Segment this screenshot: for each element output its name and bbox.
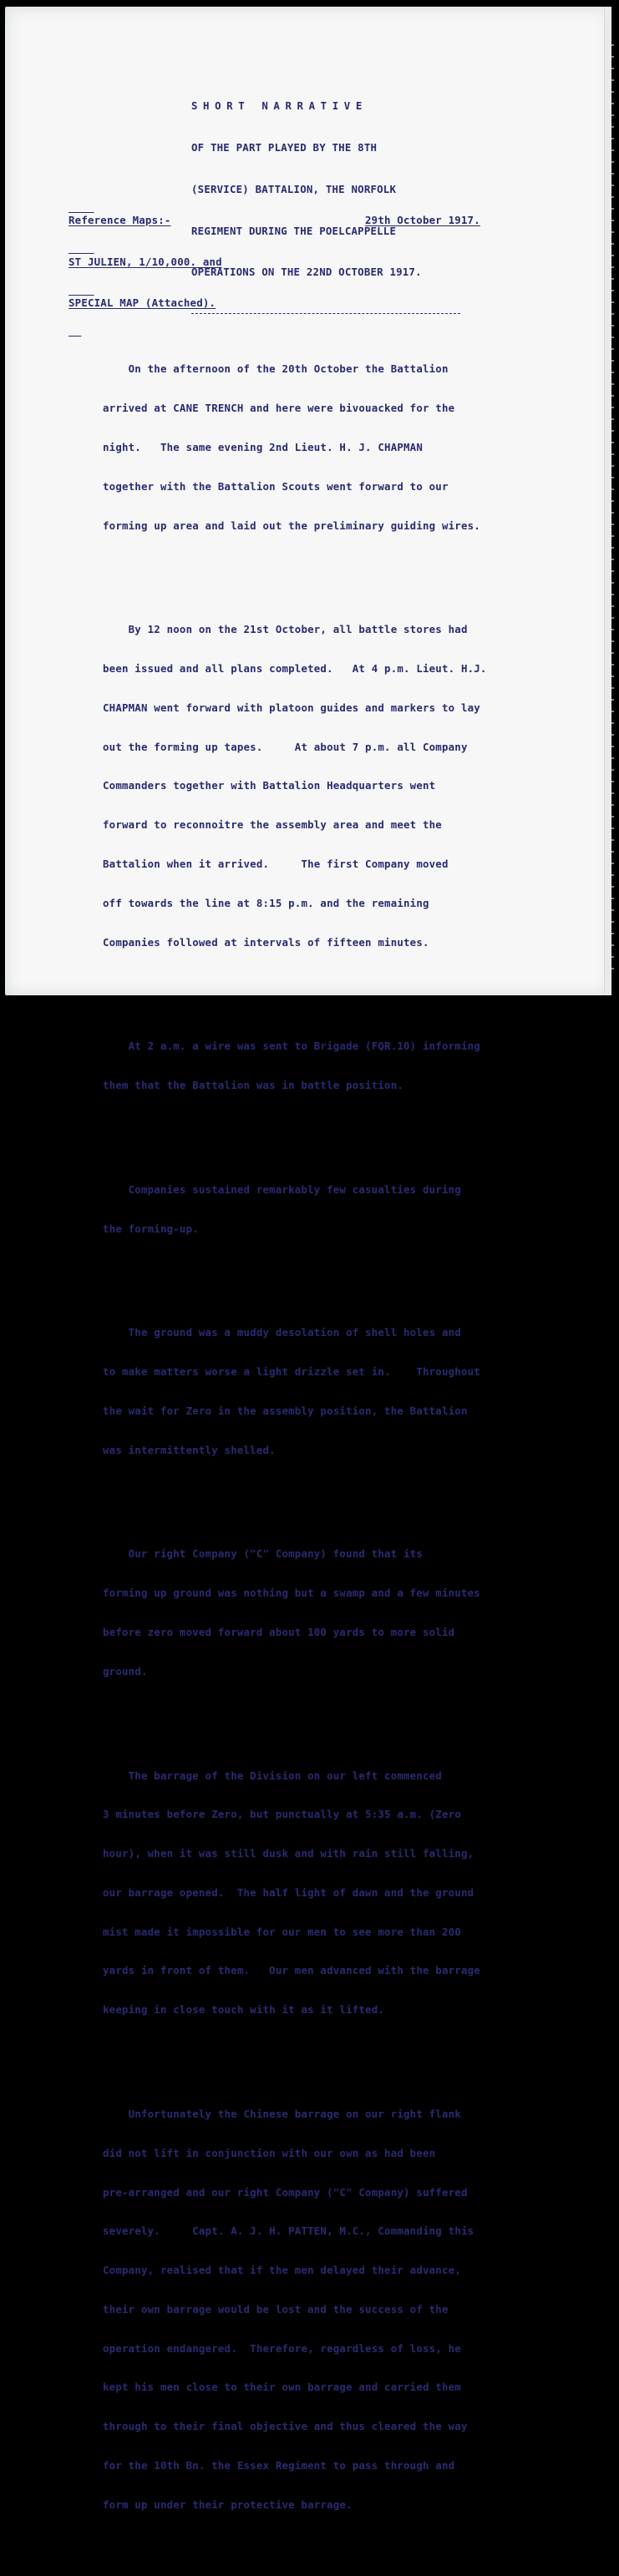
narrative-body [103, 311, 571, 2576]
text-line: them that the Battalion was in battle position. [103, 1079, 404, 1092]
paragraph-ground [103, 1300, 571, 1482]
paragraph-flank [103, 2082, 571, 2538]
paragraph-preparations [103, 597, 571, 974]
text-line: been issued and all plans completed. At 4 p.m. Lieut. H.J. [103, 662, 487, 676]
text-line: severely. Capt. A. J. H. PATTEN, M.C., Commanding this [103, 2224, 474, 2238]
text-line: out the forming up tapes. At about 7 p.m. all Company [103, 740, 468, 753]
text-line: through to their final objective and thus cleared the way [103, 2420, 468, 2433]
text-line: for the 10th Bn. the Essex Regiment to pass through and [103, 2458, 455, 2472]
text-line: arrived at CANE TRENCH and here were bivouacked for the [103, 402, 455, 415]
heading-line-1: OF THE PART PLAYED BY THE 8TH [191, 140, 378, 154]
reference-line-1: Reference Maps:- [68, 214, 171, 226]
reference-line-3: SPECIAL MAP (Attached). [68, 296, 216, 309]
text-line: yards in front of them. Our men advanced with the barrage [103, 1964, 480, 1977]
text-line: The ground was a muddy desolation of shell holes and [103, 1326, 461, 1339]
text-line: Unfortunately the Chinese barrage on our right flank [103, 2107, 461, 2120]
text-line: together with the Battalion Scouts went forward to our [103, 479, 449, 493]
heading-line-3: REGIMENT DURING THE POELCAPPELLE [191, 224, 397, 237]
text-line: Our right Company ("C" Company) found that its [103, 1547, 423, 1561]
text-line: 3 minutes before Zero, but punctually at 5:35 a.m. (Zero [103, 1808, 461, 1821]
text-line: CHAPMAN went forward with platoon guides and markers to lay [103, 701, 480, 714]
text-line: our barrage opened. The half light of dawn and the ground [103, 1885, 474, 1899]
heading-title: SHORT NARRATIVE [191, 99, 368, 113]
text-line: forming up ground was nothing but a swamp and a few minutes [103, 1587, 480, 1600]
text-line: By 12 noon on the 21st October, all battle stores had [103, 623, 468, 636]
paragraph-wire [103, 1014, 571, 1118]
document-page [5, 7, 611, 2511]
text-line: off towards the line at 8:15 p.m. and the remaining [103, 896, 429, 909]
text-line: On the afternoon of the 20th October the Battalion [103, 362, 449, 376]
text-line: pre-arranged and our right Company ("C" Company) suffered [103, 2185, 468, 2199]
text-line: Battalion when it arrived. The first Company moved [103, 857, 449, 870]
text-line: Companies sustained remarkably few casualties during [103, 1182, 461, 1196]
page-edge-texture [610, 44, 614, 971]
text-line: the wait for Zero in the assembly position, the Battalion [103, 1404, 468, 1417]
heading-line-2: (SERVICE) BATTALION, THE NORFOLK [191, 182, 397, 195]
text-line: The barrage of the Division on our left commenced [103, 1769, 442, 1782]
text-line: form up under their protective barrage. [103, 2498, 353, 2511]
paragraph-arrival [103, 337, 571, 558]
text-line: kept his men close to their own barrage and carried them [103, 2381, 461, 2394]
paragraph-casualties [103, 1157, 571, 1262]
text-line: At 2 a.m. a wire was sent to Brigade (FQR.10) informing [103, 1040, 480, 1053]
text-line: did not lift in conjunction with our own as had been [103, 2146, 436, 2159]
text-line: Commanders together with Battalion Headquarters went [103, 779, 436, 792]
text-line: mist made it impossible for our men to see more than 200 [103, 1925, 461, 1938]
text-line: their own barrage would be lost and the success of the [103, 2302, 449, 2315]
text-line: forward to reconnoitre the assembly area and meet the [103, 818, 442, 832]
text-line: night. The same evening 2nd Lieut. H. J. CHAPMAN [103, 440, 423, 453]
heading-line-4: OPERATIONS ON THE 22ND OCTOBER 1917. [191, 266, 422, 279]
text-line: before zero moved forward about 100 yards to more solid [103, 1625, 455, 1638]
text-line: the forming-up. [103, 1222, 199, 1235]
text-line: Companies followed at intervals of fifteen minutes. [103, 935, 429, 949]
text-line: operation endangered. Therefore, regardless of loss, he [103, 2341, 461, 2355]
reference-line-2: ST JULIEN, 1/10,000. and [68, 255, 222, 268]
text-line: forming up area and laid out the preliminary guiding wires. [103, 519, 480, 532]
text-line: hour), when it was still dusk and with rain still falling, [103, 1847, 474, 1860]
text-line: keeping in close touch with it as it lifted. [103, 2003, 385, 2017]
text-line: was intermittently shelled. [103, 1443, 276, 1456]
text-line: ground. [103, 1664, 148, 1678]
paragraph-right-company [103, 1521, 571, 1703]
text-line: Company, realised that if the men delayed their advance, [103, 2264, 461, 2277]
document-date: 29th October 1917. [365, 214, 480, 226]
text-line: to make matters worse a light drizzle set in. Throughout [103, 1365, 480, 1379]
paragraph-barrage [103, 1743, 571, 2042]
narrative-heading [191, 72, 460, 342]
